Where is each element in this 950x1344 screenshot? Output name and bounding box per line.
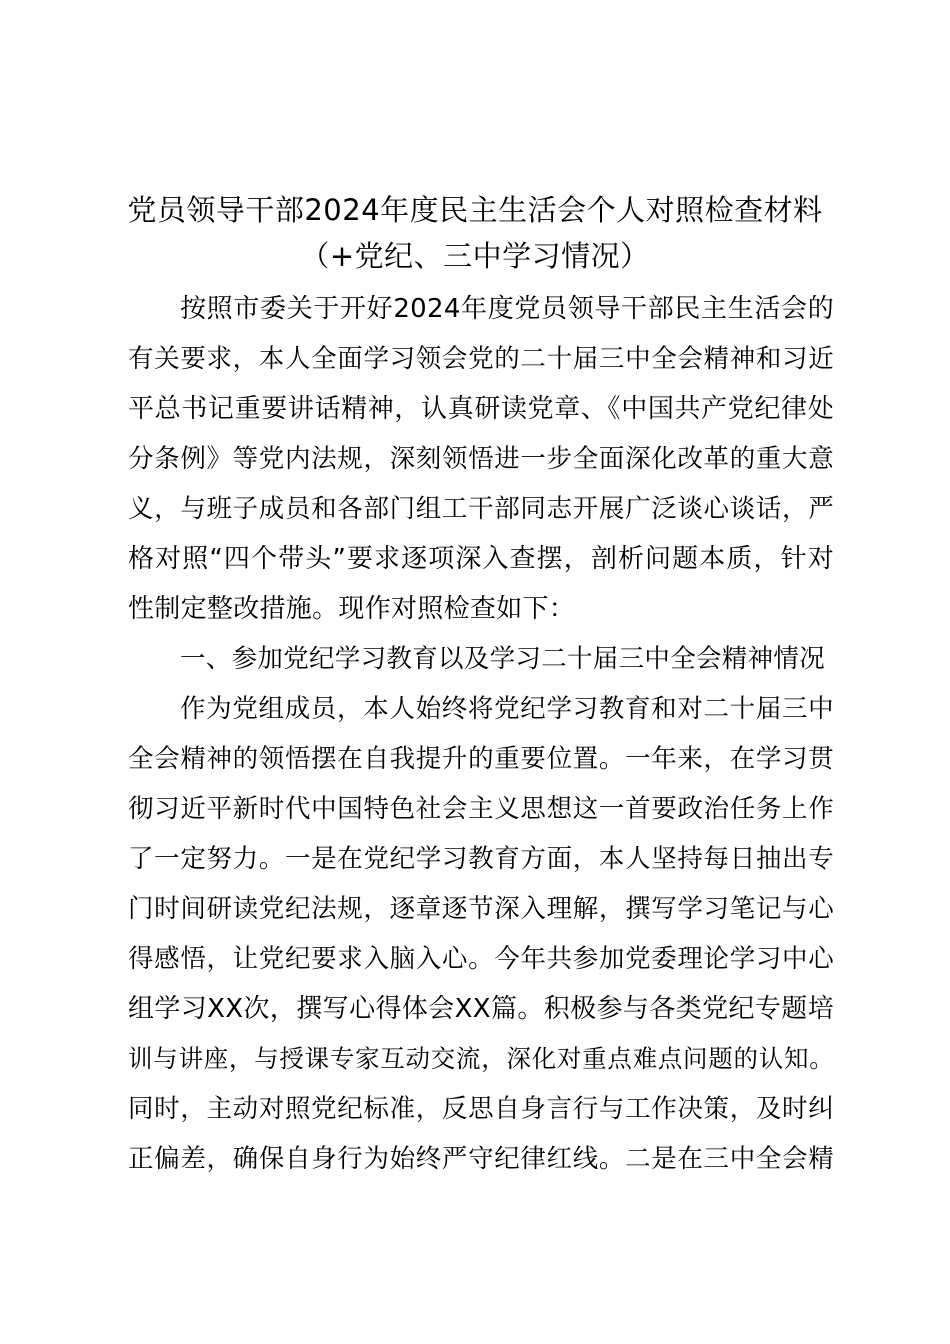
paragraph-line: 训与讲座，与授课专家互动交流，深化对重点难点问题的认知。: [128, 1044, 834, 1073]
section-heading: 一、参加党纪学习教育以及学习二十届三中全会精神情况: [180, 644, 826, 674]
paragraph-line: 门时间研读党纪法规，逐章逐节深入理解，撰写学习笔记与心: [128, 894, 834, 924]
paragraph-intro-line: 分条例》等党内法规，深刻领悟进一步全面深化改革的重大意: [128, 444, 834, 474]
paragraph-intro-line: 格对照“四个带头”要求逐项深入查摆，剖析问题本质，针对: [128, 544, 834, 574]
paragraph-intro-line: 按照市委关于开好2024年度党员领导干部民主生活会的: [180, 294, 834, 324]
paragraph-line: 正偏差，确保自身行为始终严守纪律红线。二是在三中全会精: [128, 1144, 834, 1174]
paragraph-intro-line: 性制定整改措施。现作对照检查如下：: [128, 594, 576, 624]
paragraph-line: 全会精神的领悟摆在自我提升的重要位置。一年来，在学习贯: [128, 744, 834, 774]
document-subtitle: （+党纪、三中学习情况）: [300, 239, 650, 273]
paragraph-line: 组学习XX次，撰写心得体会XX篇。积极参与各类党纪专题培: [128, 994, 834, 1024]
paragraph-line: 得感悟，让党纪要求入脑入心。今年共参加党委理论学习中心: [128, 944, 834, 974]
paragraph-intro-line: 平总书记重要讲话精神，认真研读党章、《中国共产党纪律处: [128, 394, 834, 424]
paragraph-line: 作为党组成员，本人始终将党纪学习教育和对二十届三中: [180, 694, 834, 724]
paragraph-line: 彻习近平新时代中国特色社会主义思想这一首要政治任务上作: [128, 794, 834, 824]
document-title: 党员领导干部2024年度民主生活会个人对照检查材料: [127, 193, 823, 227]
document-body: [128, 284, 834, 1184]
paragraph-line: 同时，主动对照党纪标准，反思自身言行与工作决策，及时纠: [128, 1094, 834, 1124]
paragraph-line: 了一定努力。一是在党纪学习教育方面，本人坚持每日抽出专: [128, 844, 834, 874]
paragraph-intro-line: 有关要求，本人全面学习领会党的二十届三中全会精神和习近: [128, 344, 834, 374]
paragraph-intro-line: 义，与班子成员和各部门组工干部同志开展广泛谈心谈话，严: [128, 494, 834, 524]
